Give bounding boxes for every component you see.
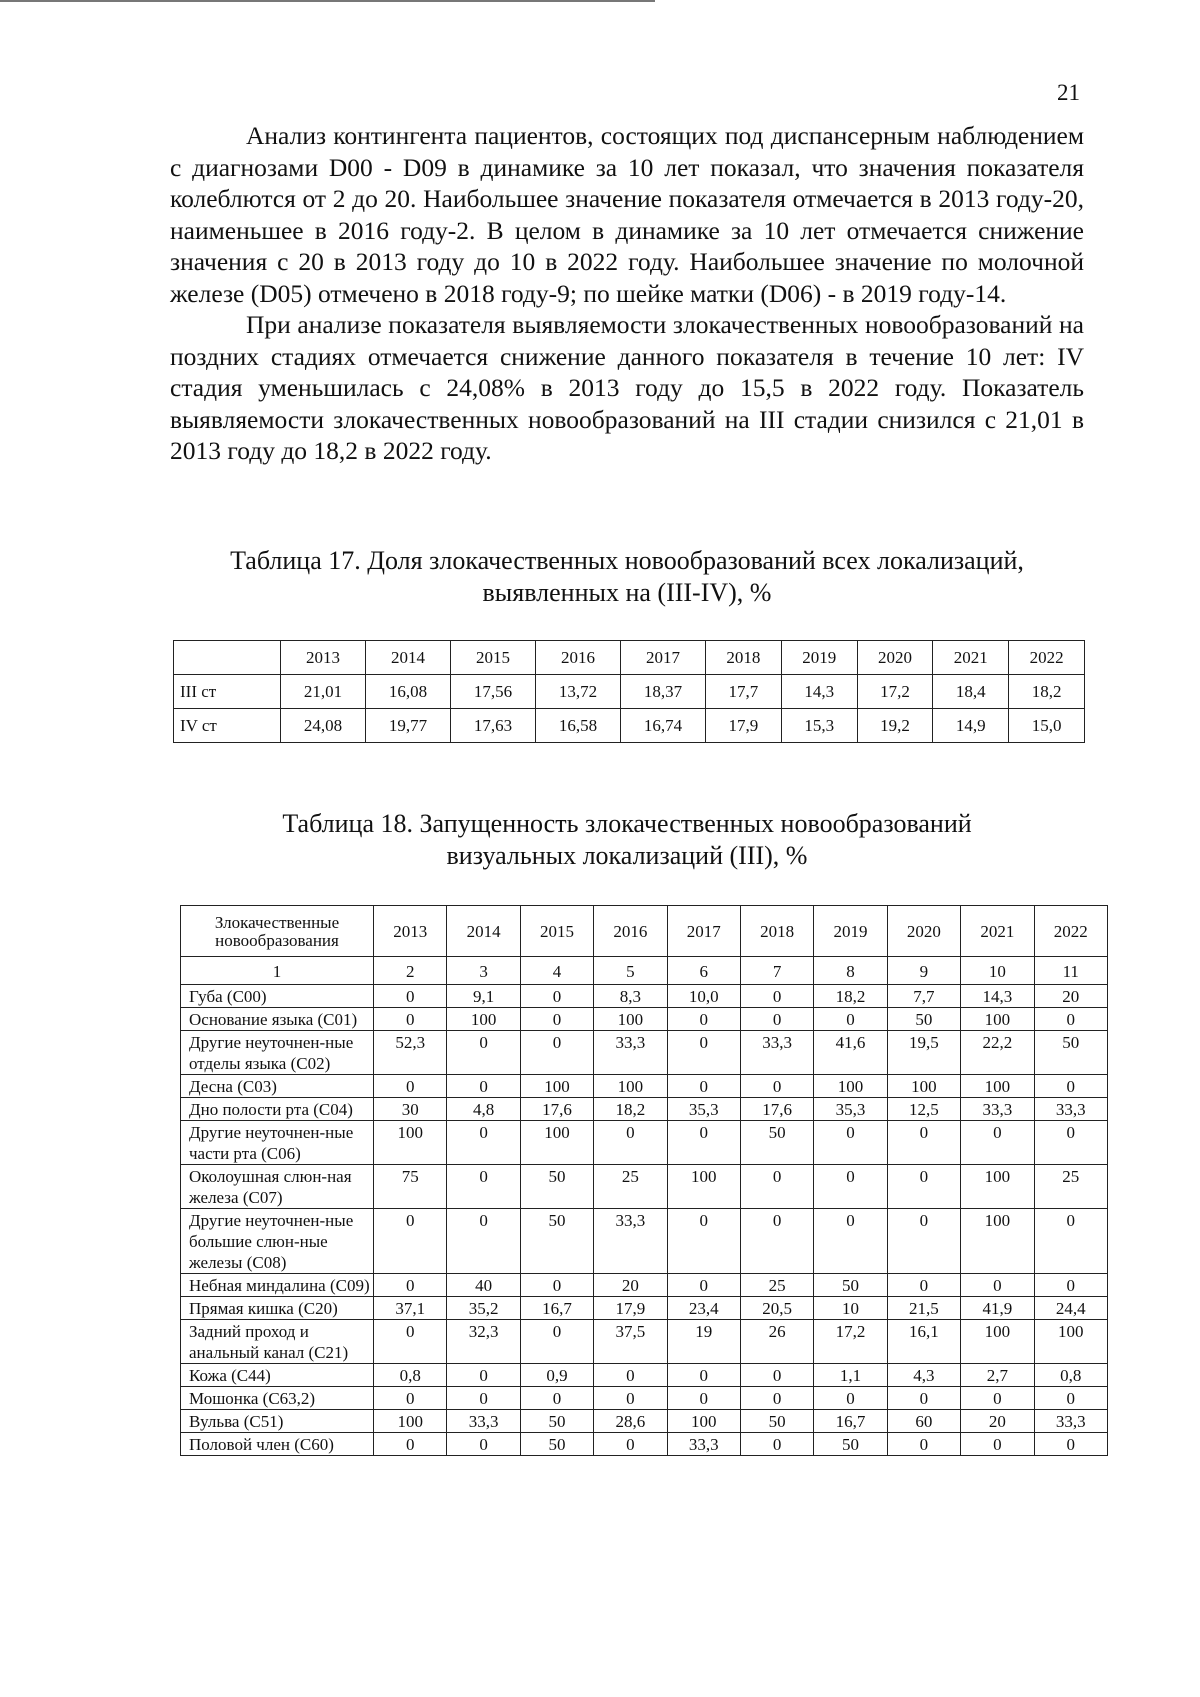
table-cell: 0 bbox=[667, 1075, 740, 1098]
table18-row-label: Губа (С00) bbox=[181, 985, 374, 1008]
table-cell: 9,1 bbox=[447, 985, 520, 1008]
table-cell: 0 bbox=[1034, 1075, 1107, 1098]
table18-col-number: 4 bbox=[520, 957, 593, 985]
table-cell: 100 bbox=[961, 1075, 1034, 1098]
table-cell: 0 bbox=[594, 1387, 667, 1410]
table-cell: 0 bbox=[447, 1031, 520, 1075]
table17-row-label: IV ст bbox=[174, 709, 281, 743]
table-row bbox=[181, 1410, 1108, 1433]
table18-caption-line2: визуальных локализаций (III), % bbox=[446, 841, 808, 870]
table-cell: 10 bbox=[814, 1297, 887, 1320]
table18-year: 2014 bbox=[447, 906, 520, 957]
top-rule bbox=[0, 0, 655, 2]
table17-row-label: III ст bbox=[174, 675, 281, 709]
table-cell: 50 bbox=[814, 1433, 887, 1456]
table-cell: 0 bbox=[667, 1364, 740, 1387]
table-cell: 8,3 bbox=[594, 985, 667, 1008]
table-row bbox=[181, 1098, 1108, 1121]
table-cell: 0 bbox=[1034, 1008, 1107, 1031]
table17-year: 2019 bbox=[781, 641, 857, 675]
table-cell: 23,4 bbox=[667, 1297, 740, 1320]
table-cell: 0 bbox=[667, 1387, 740, 1410]
table-cell: 0 bbox=[374, 1075, 447, 1098]
table18-row-label: Вульва (С51) bbox=[181, 1410, 374, 1433]
table-cell: 18,2 bbox=[1009, 675, 1085, 709]
table-cell: 100 bbox=[594, 1075, 667, 1098]
table-cell: 0 bbox=[374, 1274, 447, 1297]
table-cell: 100 bbox=[1034, 1320, 1107, 1364]
table18-year: 2017 bbox=[667, 906, 740, 957]
table18-col-number: 2 bbox=[374, 957, 447, 985]
table-cell: 0 bbox=[740, 1008, 813, 1031]
table17-caption-line2: выявленных на (III-IV), % bbox=[482, 578, 772, 607]
table18-row-label: Основание языка (С01) bbox=[181, 1008, 374, 1031]
table18-col-number: 6 bbox=[667, 957, 740, 985]
table-row bbox=[181, 1121, 1108, 1165]
table-cell: 14,3 bbox=[781, 675, 857, 709]
table17-caption bbox=[150, 545, 1104, 609]
table-cell: 41,6 bbox=[814, 1031, 887, 1075]
table-cell: 100 bbox=[667, 1165, 740, 1209]
table-row bbox=[181, 985, 1108, 1008]
table17-corner-cell bbox=[174, 641, 281, 675]
table-cell: 100 bbox=[961, 1165, 1034, 1209]
table-cell: 4,3 bbox=[887, 1364, 960, 1387]
table-cell: 50 bbox=[740, 1121, 813, 1165]
table-cell: 52,3 bbox=[374, 1031, 447, 1075]
table-cell: 1,1 bbox=[814, 1364, 887, 1387]
table-cell: 33,3 bbox=[447, 1410, 520, 1433]
table18-body bbox=[181, 985, 1108, 1456]
table-cell: 16,7 bbox=[814, 1410, 887, 1433]
table-cell: 33,3 bbox=[1034, 1098, 1107, 1121]
table18-year: 2018 bbox=[740, 906, 813, 957]
table18-year: 2016 bbox=[594, 906, 667, 957]
table-cell: 0 bbox=[814, 1387, 887, 1410]
table-cell: 16,1 bbox=[887, 1320, 960, 1364]
table-cell: 100 bbox=[374, 1121, 447, 1165]
table18-caption bbox=[150, 808, 1104, 872]
body-text bbox=[170, 120, 1084, 467]
table-cell: 0 bbox=[374, 1008, 447, 1031]
table-cell: 33,3 bbox=[667, 1433, 740, 1456]
table-cell: 20 bbox=[594, 1274, 667, 1297]
table-row bbox=[174, 675, 1085, 709]
table18-row-label: Мошонка (С63,2) bbox=[181, 1387, 374, 1410]
table-cell: 0 bbox=[374, 1209, 447, 1274]
table-cell: 0 bbox=[447, 1121, 520, 1165]
table18-header-row bbox=[181, 906, 1108, 957]
table-cell: 100 bbox=[374, 1410, 447, 1433]
table-cell: 40 bbox=[447, 1274, 520, 1297]
table-cell: 100 bbox=[961, 1209, 1034, 1274]
table-row bbox=[181, 1165, 1108, 1209]
table-cell: 0,8 bbox=[374, 1364, 447, 1387]
table18-col-number: 10 bbox=[961, 957, 1034, 985]
table-cell: 0 bbox=[447, 1387, 520, 1410]
table-cell: 0 bbox=[887, 1387, 960, 1410]
table-cell: 100 bbox=[520, 1121, 593, 1165]
table-cell: 17,56 bbox=[451, 675, 536, 709]
table-cell: 0 bbox=[447, 1209, 520, 1274]
table-row bbox=[181, 1008, 1108, 1031]
table-cell: 17,2 bbox=[814, 1320, 887, 1364]
table-cell: 0 bbox=[374, 985, 447, 1008]
table-cell: 0 bbox=[740, 1387, 813, 1410]
table-cell: 0 bbox=[814, 1209, 887, 1274]
table-row bbox=[181, 1274, 1108, 1297]
table-cell: 50 bbox=[887, 1008, 960, 1031]
table-cell: 0 bbox=[374, 1387, 447, 1410]
table-cell: 0 bbox=[1034, 1274, 1107, 1297]
table-cell: 35,3 bbox=[814, 1098, 887, 1121]
table-cell: 28,6 bbox=[594, 1410, 667, 1433]
table-cell: 100 bbox=[961, 1320, 1034, 1364]
paragraph-1: Анализ контингента пациентов, состоящих под диспансерным наблюдением с диагнозами D00 - D09 в динамике за 10 лет показал, что значения показателя колеблются от 2 до 20. Наибольшее значение показателя отмечается в 2013 году-20, наименьшее в 2016 году-2. В целом в динамике за 10 лет отмечается снижение значения с 20 в 2013 году до 10 в 2022 году. Наибольшее значение по молочной железе (D05) отмечено в 2018 году-9; по шейке матки (D06) - в 2019 году-14. bbox=[170, 121, 1084, 308]
table-cell: 16,58 bbox=[536, 709, 621, 743]
table18-year: 2020 bbox=[887, 906, 960, 957]
table-cell: 0 bbox=[667, 1209, 740, 1274]
table-cell: 37,1 bbox=[374, 1297, 447, 1320]
table-cell: 0,8 bbox=[1034, 1364, 1107, 1387]
table-cell: 0 bbox=[667, 1031, 740, 1075]
table17-year: 2020 bbox=[857, 641, 933, 675]
table-cell: 0 bbox=[447, 1165, 520, 1209]
table-cell: 50 bbox=[520, 1433, 593, 1456]
table-cell: 0 bbox=[447, 1433, 520, 1456]
table18-row-label: Другие неуточнен-ные отделы языка (С02) bbox=[181, 1031, 374, 1075]
table-cell: 35,2 bbox=[447, 1297, 520, 1320]
table18-col-number: 1 bbox=[181, 957, 374, 985]
table-cell: 0 bbox=[594, 1433, 667, 1456]
table-cell: 24,4 bbox=[1034, 1297, 1107, 1320]
table-cell: 100 bbox=[667, 1410, 740, 1433]
table-cell: 19 bbox=[667, 1320, 740, 1364]
table-row bbox=[181, 1297, 1108, 1320]
table-cell: 0 bbox=[520, 1008, 593, 1031]
table-cell: 0 bbox=[961, 1121, 1034, 1165]
table17-header-row bbox=[174, 641, 1085, 675]
table-cell: 0 bbox=[814, 1008, 887, 1031]
table18-header-name: Злокачественные новообразования bbox=[181, 906, 374, 957]
table-cell: 37,5 bbox=[594, 1320, 667, 1364]
table-cell: 0 bbox=[740, 1209, 813, 1274]
table-cell: 0 bbox=[1034, 1209, 1107, 1274]
table18-row-label: Кожа (С44) bbox=[181, 1364, 374, 1387]
table-cell: 20 bbox=[961, 1410, 1034, 1433]
table-cell: 60 bbox=[887, 1410, 960, 1433]
table-cell: 26 bbox=[740, 1320, 813, 1364]
table17-year: 2013 bbox=[281, 641, 366, 675]
table18-row-label: Небная миндалина (С09) bbox=[181, 1274, 374, 1297]
table-cell: 0 bbox=[887, 1209, 960, 1274]
table18-column-numbers bbox=[181, 957, 1108, 985]
table-cell: 2,7 bbox=[961, 1364, 1034, 1387]
table-cell: 20,5 bbox=[740, 1297, 813, 1320]
table-cell: 0 bbox=[594, 1121, 667, 1165]
table17-year: 2015 bbox=[451, 641, 536, 675]
table-cell: 50 bbox=[740, 1410, 813, 1433]
table-cell: 100 bbox=[520, 1075, 593, 1098]
table-row bbox=[181, 1209, 1108, 1274]
table18-col-number: 9 bbox=[887, 957, 960, 985]
table-cell: 50 bbox=[520, 1209, 593, 1274]
table-cell: 0,9 bbox=[520, 1364, 593, 1387]
table-cell: 17,7 bbox=[706, 675, 782, 709]
table-cell: 16,08 bbox=[366, 675, 451, 709]
table-row bbox=[181, 1387, 1108, 1410]
table-cell: 21,01 bbox=[281, 675, 366, 709]
table-cell: 0 bbox=[740, 1364, 813, 1387]
table-cell: 17,6 bbox=[520, 1098, 593, 1121]
table17-year: 2018 bbox=[706, 641, 782, 675]
table18-col-number: 3 bbox=[447, 957, 520, 985]
table-cell: 10,0 bbox=[667, 985, 740, 1008]
table-cell: 30 bbox=[374, 1098, 447, 1121]
table18-year: 2013 bbox=[374, 906, 447, 957]
table-cell: 0 bbox=[887, 1433, 960, 1456]
table18-row-label: Другие неуточнен-ные большие слюн-ные железы (С08) bbox=[181, 1209, 374, 1274]
table-cell: 0 bbox=[740, 985, 813, 1008]
table-row bbox=[181, 1433, 1108, 1456]
table18-col-number: 7 bbox=[740, 957, 813, 985]
table-cell: 33,3 bbox=[1034, 1410, 1107, 1433]
table-cell: 19,5 bbox=[887, 1031, 960, 1075]
table18-year: 2015 bbox=[520, 906, 593, 957]
page-number: 21 bbox=[1057, 80, 1080, 105]
table-cell: 15,0 bbox=[1009, 709, 1085, 743]
table-cell: 17,9 bbox=[706, 709, 782, 743]
table-cell: 16,74 bbox=[621, 709, 706, 743]
table-row bbox=[181, 1320, 1108, 1364]
table-cell: 0 bbox=[961, 1387, 1034, 1410]
table18-row-label: Дно полости рта (С04) bbox=[181, 1098, 374, 1121]
table-cell: 0 bbox=[814, 1165, 887, 1209]
table17-year: 2016 bbox=[536, 641, 621, 675]
table-cell: 25 bbox=[1034, 1165, 1107, 1209]
table-cell: 0 bbox=[374, 1320, 447, 1364]
table-row bbox=[181, 1075, 1108, 1098]
table-cell: 0 bbox=[961, 1274, 1034, 1297]
table18-caption-line1: Таблица 18. Запущенность злокачественных новообразований bbox=[282, 809, 972, 838]
table18-row-label: Прямая кишка (С20) bbox=[181, 1297, 374, 1320]
table-cell: 4,8 bbox=[447, 1098, 520, 1121]
table-cell: 50 bbox=[520, 1410, 593, 1433]
table-cell: 19,77 bbox=[366, 709, 451, 743]
table-17 bbox=[173, 640, 1085, 743]
table-cell: 19,2 bbox=[857, 709, 933, 743]
table-cell: 100 bbox=[447, 1008, 520, 1031]
table-cell: 0 bbox=[740, 1075, 813, 1098]
table-cell: 17,2 bbox=[857, 675, 933, 709]
table-cell: 0 bbox=[520, 985, 593, 1008]
table-cell: 18,4 bbox=[933, 675, 1009, 709]
table-cell: 0 bbox=[667, 1008, 740, 1031]
table-cell: 33,3 bbox=[594, 1031, 667, 1075]
table-cell: 25 bbox=[594, 1165, 667, 1209]
table-cell: 0 bbox=[1034, 1433, 1107, 1456]
table-row bbox=[174, 709, 1085, 743]
table-cell: 0 bbox=[887, 1121, 960, 1165]
table-cell: 33,3 bbox=[594, 1209, 667, 1274]
table18-row-label: Другие неуточнен-ные части рта (С06) bbox=[181, 1121, 374, 1165]
table-cell: 75 bbox=[374, 1165, 447, 1209]
table-cell: 0 bbox=[887, 1274, 960, 1297]
table-cell: 0 bbox=[520, 1031, 593, 1075]
table-cell: 100 bbox=[594, 1008, 667, 1031]
table-cell: 0 bbox=[520, 1387, 593, 1410]
table-cell: 7,7 bbox=[887, 985, 960, 1008]
table-cell: 17,9 bbox=[594, 1297, 667, 1320]
table18-col-number: 5 bbox=[594, 957, 667, 985]
table-row bbox=[181, 1031, 1108, 1075]
table-cell: 0 bbox=[1034, 1387, 1107, 1410]
table-cell: 0 bbox=[740, 1165, 813, 1209]
table18-col-number: 11 bbox=[1034, 957, 1107, 985]
table-cell: 20 bbox=[1034, 985, 1107, 1008]
table-cell: 0 bbox=[447, 1075, 520, 1098]
table17-year: 2014 bbox=[366, 641, 451, 675]
table-cell: 0 bbox=[374, 1433, 447, 1456]
table-cell: 33,3 bbox=[961, 1098, 1034, 1121]
table-cell: 0 bbox=[667, 1274, 740, 1297]
table-cell: 17,63 bbox=[451, 709, 536, 743]
table-cell: 12,5 bbox=[887, 1098, 960, 1121]
table-cell: 35,3 bbox=[667, 1098, 740, 1121]
table-cell: 0 bbox=[520, 1320, 593, 1364]
table18-col-number: 8 bbox=[814, 957, 887, 985]
table-cell: 100 bbox=[961, 1008, 1034, 1031]
table-cell: 24,08 bbox=[281, 709, 366, 743]
table-cell: 0 bbox=[887, 1165, 960, 1209]
table-cell: 50 bbox=[814, 1274, 887, 1297]
table17-caption-line1: Таблица 17. Доля злокачественных новообразований всех локализаций, bbox=[230, 546, 1024, 575]
table-cell: 13,72 bbox=[536, 675, 621, 709]
table18-year: 2022 bbox=[1034, 906, 1107, 957]
table-cell: 22,2 bbox=[961, 1031, 1034, 1075]
table-cell: 18,37 bbox=[621, 675, 706, 709]
table-cell: 25 bbox=[740, 1274, 813, 1297]
table18-row-label: Задний проход и анальный канал (С21) bbox=[181, 1320, 374, 1364]
table-cell: 0 bbox=[740, 1433, 813, 1456]
table-cell: 0 bbox=[594, 1364, 667, 1387]
table18-row-label: Половой член (С60) bbox=[181, 1433, 374, 1456]
table-cell: 15,3 bbox=[781, 709, 857, 743]
table-cell: 50 bbox=[520, 1165, 593, 1209]
table18-row-label: Околоушная слюн-ная железа (С07) bbox=[181, 1165, 374, 1209]
table-row bbox=[181, 1364, 1108, 1387]
table-cell: 21,5 bbox=[887, 1297, 960, 1320]
table17-year: 2017 bbox=[621, 641, 706, 675]
table-cell: 14,9 bbox=[933, 709, 1009, 743]
table-cell: 100 bbox=[814, 1075, 887, 1098]
table-18 bbox=[180, 905, 1108, 1456]
table-cell: 100 bbox=[887, 1075, 960, 1098]
table-cell: 17,6 bbox=[740, 1098, 813, 1121]
table-cell: 0 bbox=[667, 1121, 740, 1165]
table-cell: 0 bbox=[814, 1121, 887, 1165]
table-cell: 33,3 bbox=[740, 1031, 813, 1075]
table-cell: 14,3 bbox=[961, 985, 1034, 1008]
table18-row-label: Десна (С03) bbox=[181, 1075, 374, 1098]
paragraph-2: При анализе показателя выявляемости злокачественных новообразований на поздних стадиях отмечается снижение данного показателя в течение 10 лет: IV стадия уменьшилась с 24,08% в 2013 году до 15,5 в 2022 году. Показатель выявляемости злокачественных новообразований на III стадии снизился с 21,01 в 2013 году до 18,2 в 2022 году. bbox=[170, 310, 1084, 465]
table-cell: 0 bbox=[447, 1364, 520, 1387]
table18-year: 2021 bbox=[961, 906, 1034, 957]
table-cell: 0 bbox=[520, 1274, 593, 1297]
table-cell: 32,3 bbox=[447, 1320, 520, 1364]
table-cell: 0 bbox=[1034, 1121, 1107, 1165]
table17-year: 2022 bbox=[1009, 641, 1085, 675]
table18-year: 2019 bbox=[814, 906, 887, 957]
table-cell: 16,7 bbox=[520, 1297, 593, 1320]
table-cell: 50 bbox=[1034, 1031, 1107, 1075]
table-cell: 18,2 bbox=[814, 985, 887, 1008]
table-cell: 0 bbox=[961, 1433, 1034, 1456]
table17-year: 2021 bbox=[933, 641, 1009, 675]
table-cell: 41,9 bbox=[961, 1297, 1034, 1320]
table-cell: 18,2 bbox=[594, 1098, 667, 1121]
